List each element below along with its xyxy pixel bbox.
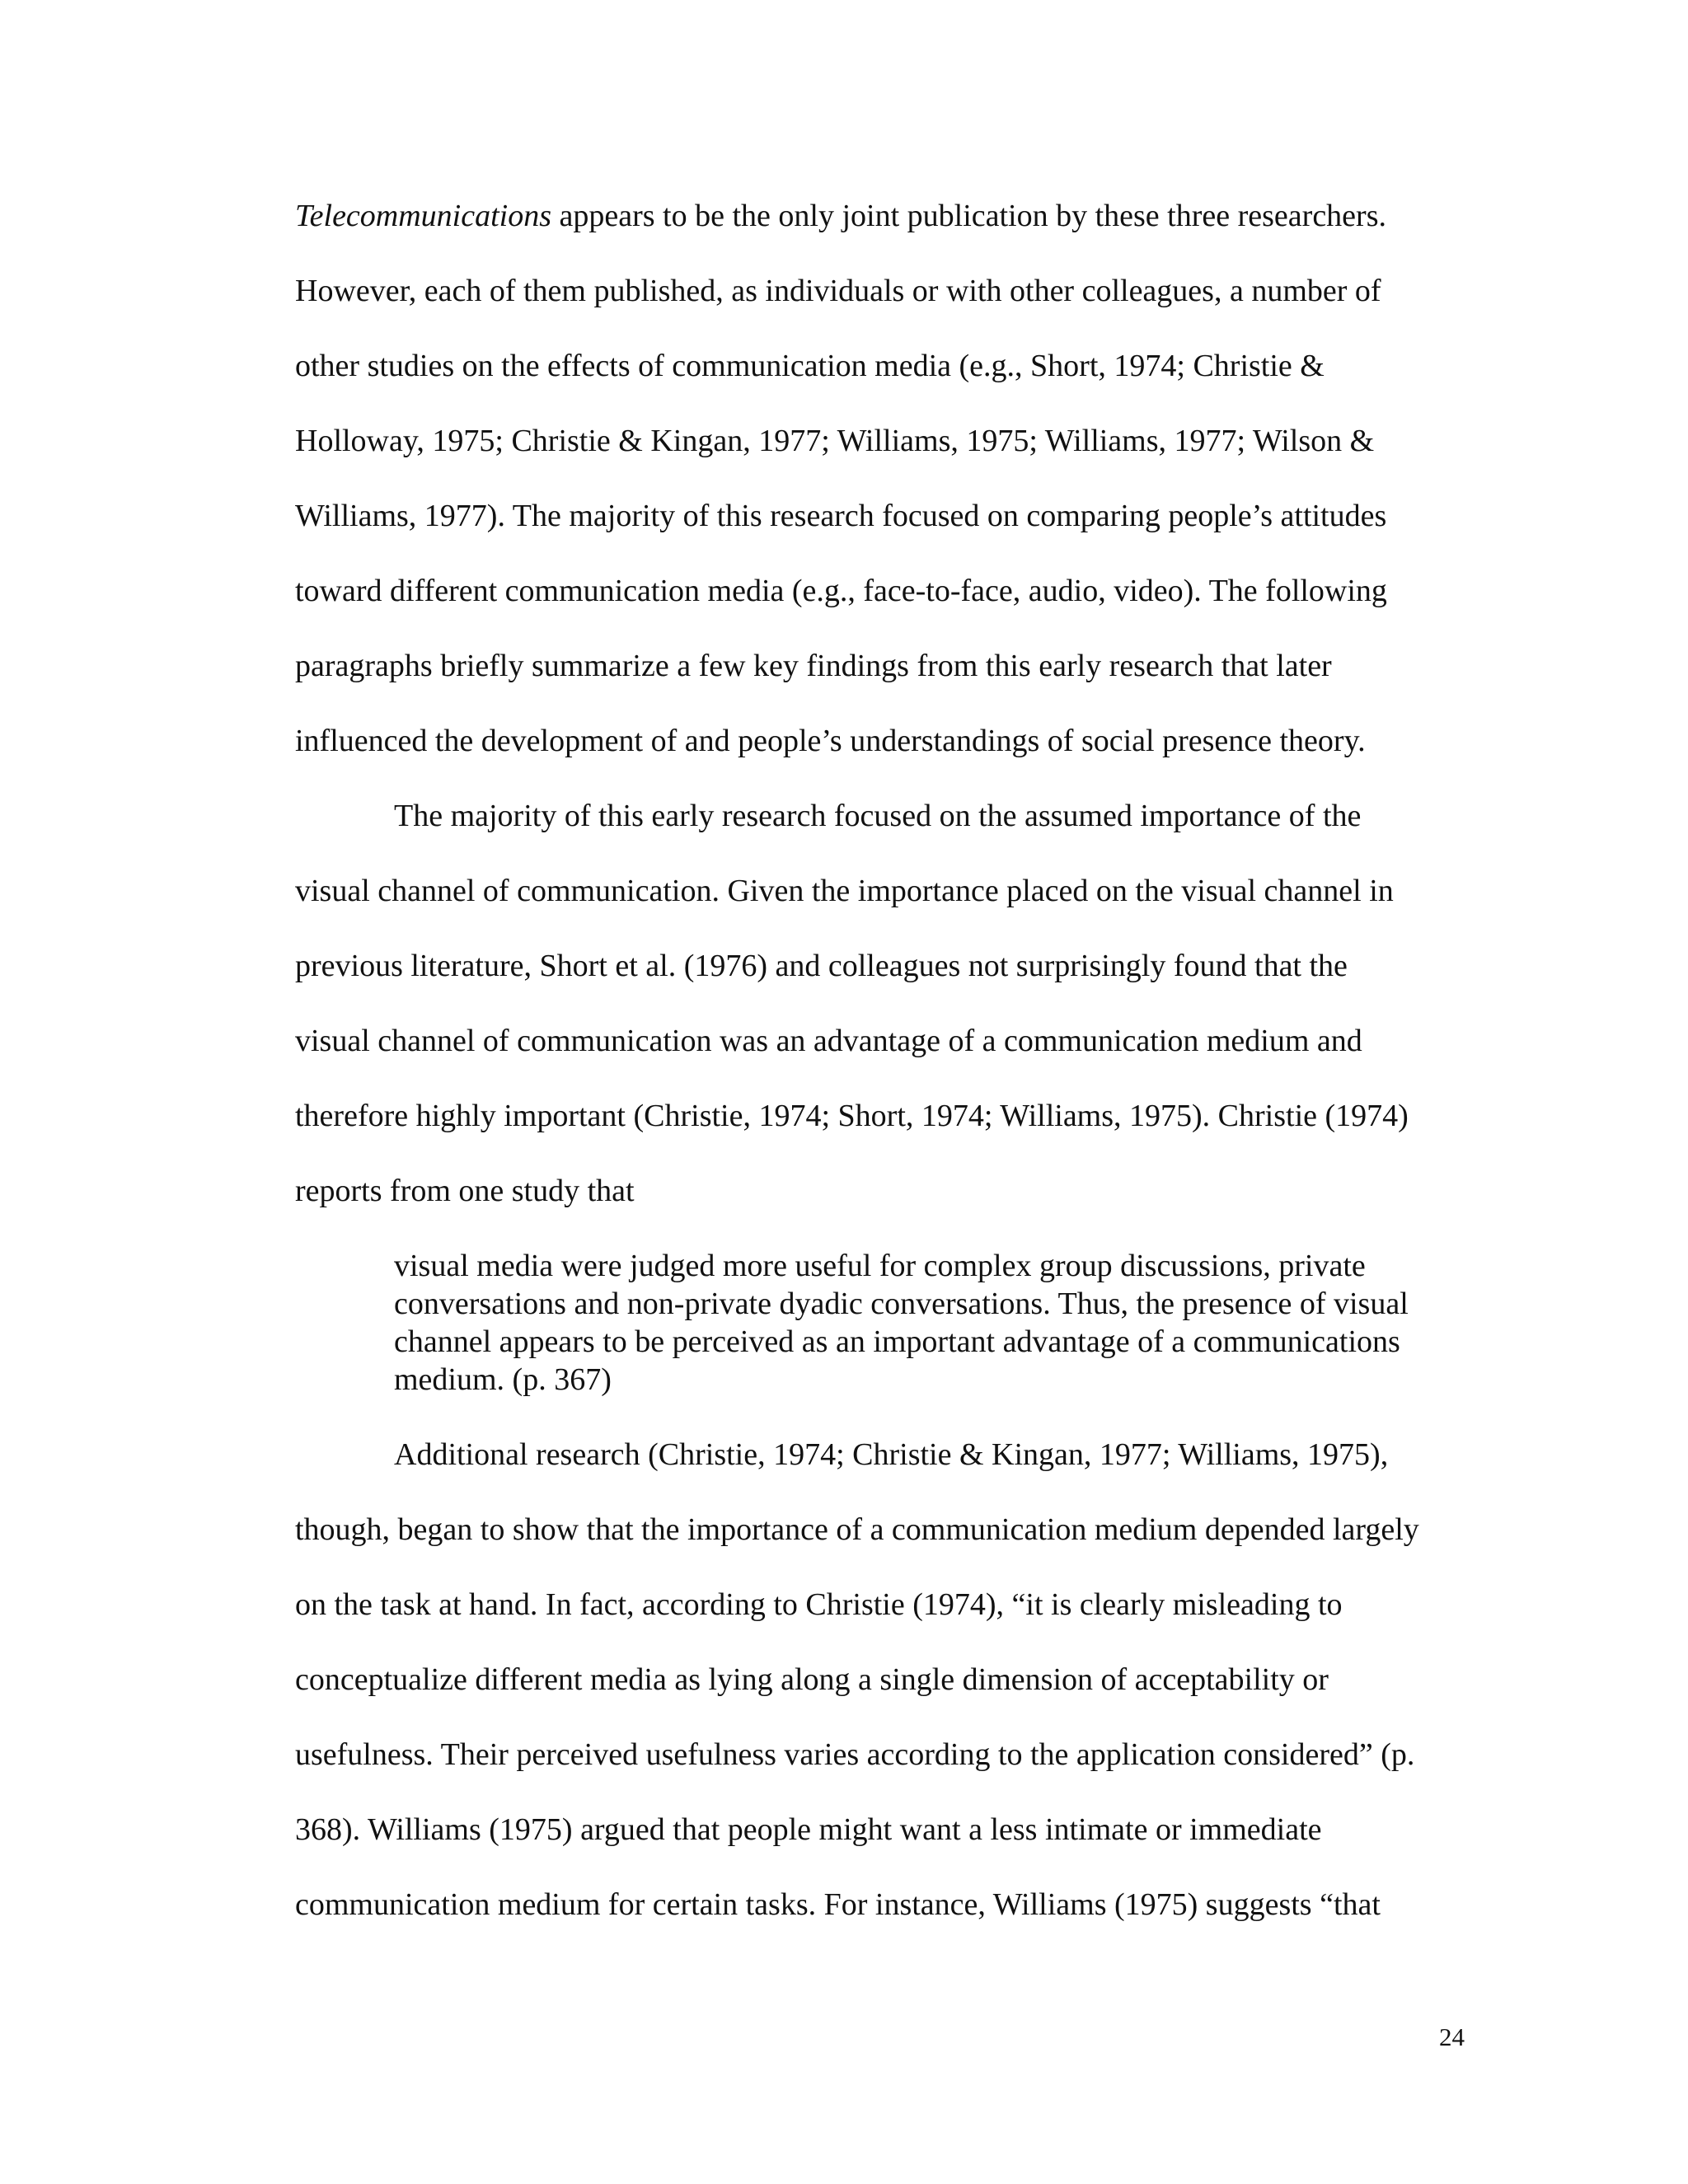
body-line-15: Additional research (Christie, 1974; Christie & Kingan, 1977; Williams, 1975), (394, 1437, 1389, 1472)
body-line-19: usefulness. Their perceived usefulness varies according to the application considered” (p. (295, 1737, 1415, 1772)
body-line-12: visual channel of communication was an advantage of a communication medium and (295, 1024, 1362, 1058)
body-line-16: though, began to show that the importance of a communication medium depended largely (295, 1512, 1419, 1547)
body-line-3: other studies on the effects of communication media (e.g., Short, 1974; Christie & (295, 349, 1325, 383)
body-line-1 (295, 198, 1386, 234)
body-line-8: influenced the development of and people’s understandings of social presence theory. (295, 724, 1366, 758)
body-line-21: communication medium for certain tasks. For instance, Williams (1975) suggests “that (295, 1887, 1381, 1922)
body-line-4: Holloway, 1975; Christie & Kingan, 1977; Williams, 1975; Williams, 1977; Wilson & (295, 424, 1375, 458)
body-line-20: 368). Williams (1975) argued that people might want a less intimate or immediate (295, 1812, 1322, 1847)
body-line-14: reports from one study that (295, 1174, 635, 1208)
body-line-5: Williams, 1977). The majority of this research focused on comparing people’s attitudes (295, 499, 1387, 533)
block-quote-line-1: visual media were judged more useful for complex group discussions, private (394, 1249, 1366, 1283)
book-title: Telecommunications (295, 199, 552, 233)
body-line-18: conceptualize different media as lying along a single dimension of acceptability or (295, 1662, 1329, 1697)
page-number: 24 (1439, 2022, 1465, 2051)
body-line-10: visual channel of communication. Given the importance placed on the visual channel in (295, 874, 1394, 908)
body-line-17: on the task at hand. In fact, according to Christie (1974), “it is clearly misleading to (295, 1587, 1343, 1622)
body-line-9: The majority of this early research focused on the assumed importance of the (394, 799, 1362, 833)
body-line-1-text: appears to be the only joint publication by these three researchers. (551, 199, 1386, 233)
body-line-7: paragraphs briefly summarize a few key findings from this early research that later (295, 649, 1332, 683)
body-line-2: However, each of them published, as individuals or with other colleagues, a number of (295, 274, 1381, 308)
block-quote-line-3: channel appears to be perceived as an important advantage of a communications (394, 1324, 1400, 1359)
body-line-6: toward different communication media (e.g., face-to-face, audio, video). The following (295, 574, 1387, 608)
block-quote-line-4: medium. (p. 367) (394, 1362, 612, 1397)
body-line-11: previous literature, Short et al. (1976) and colleagues not surprisingly found that the (295, 949, 1348, 983)
block-quote-line-2: conversations and non-private dyadic conversations. Thus, the presence of visual (394, 1286, 1409, 1321)
body-line-13: therefore highly important (Christie, 1974; Short, 1974; Williams, 1975). Christie (1974) (295, 1099, 1409, 1133)
